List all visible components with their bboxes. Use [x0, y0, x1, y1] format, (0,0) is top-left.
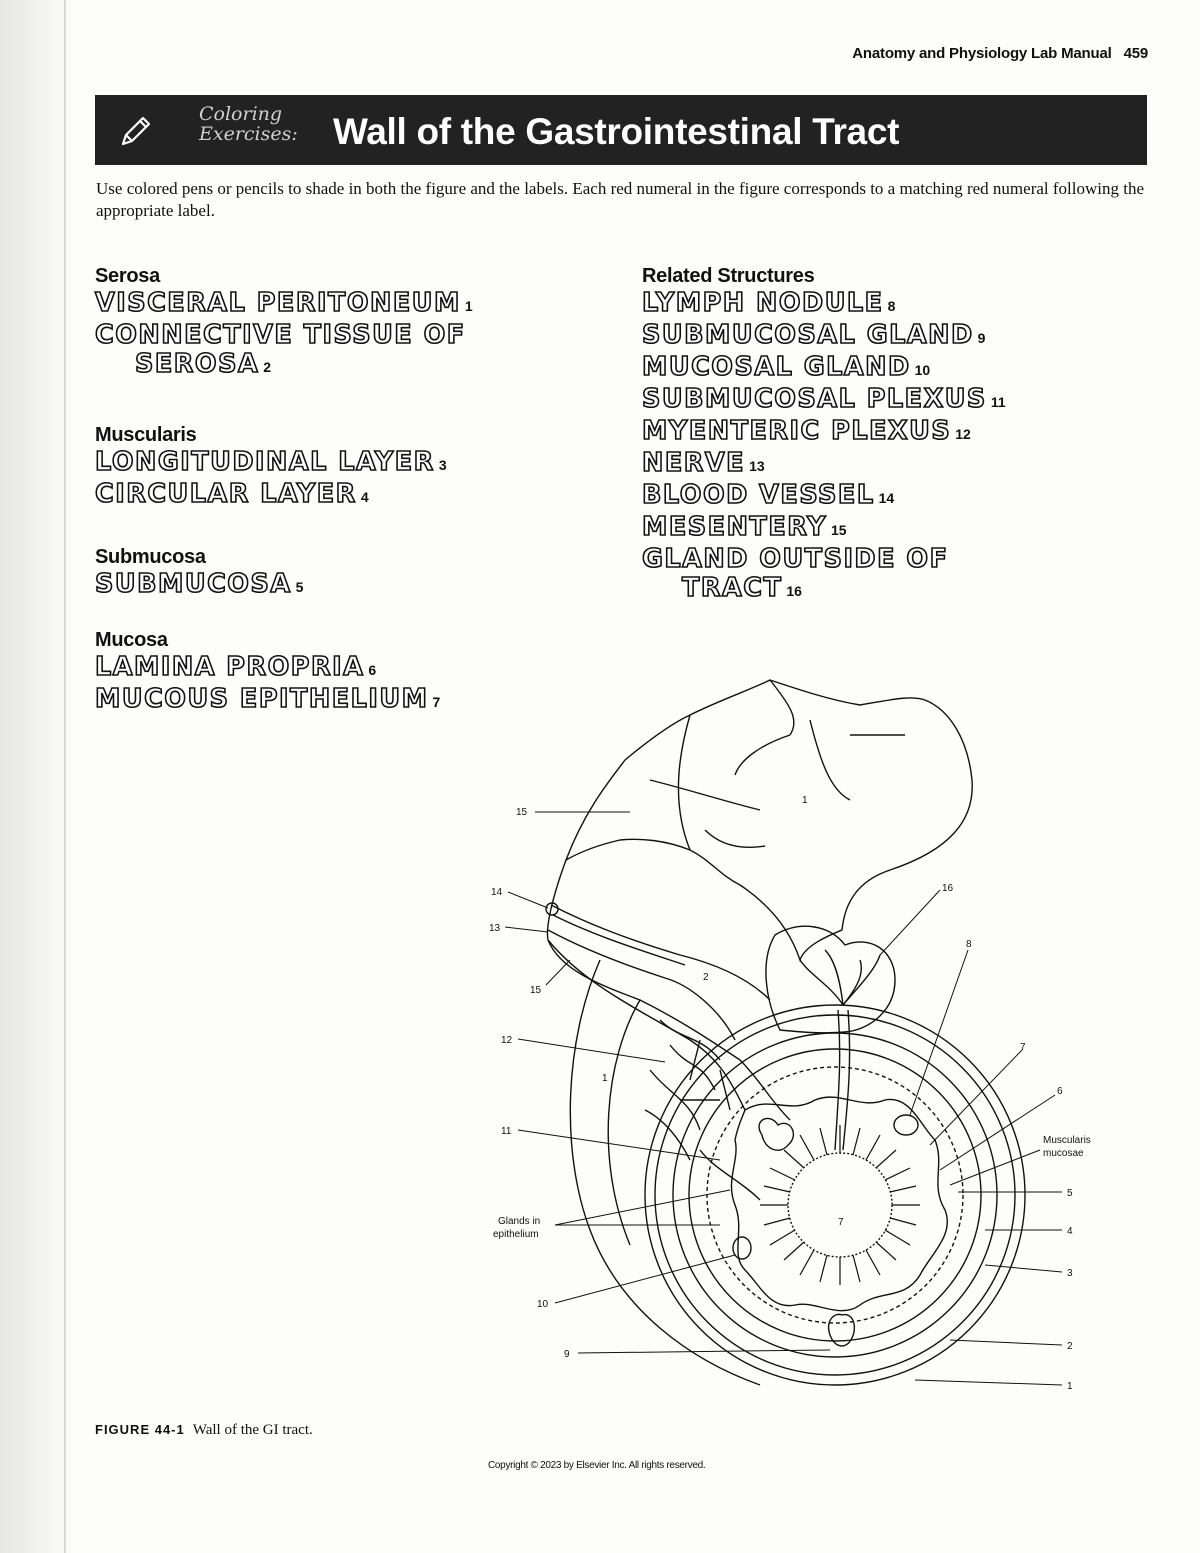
instructions: Use colored pens or pencils to shade in both the figure and the labels. Each red numeral in the figure corresponds to a matching red numeral following the appropriate label. [96, 179, 1145, 220]
page-shadow [0, 0, 72, 1553]
title-banner [95, 95, 1147, 165]
term-number: 12 [955, 426, 971, 442]
mesentery-vein [650, 680, 905, 847]
term-submucosal-plexus [642, 385, 1006, 417]
fig-label-glands-2: epithelium [493, 1229, 539, 1240]
heading-muscularis: Muscularis [95, 424, 197, 446]
group-submucosa [95, 546, 303, 602]
term-number: 16 [786, 583, 802, 599]
fig-label-1c: 1 [1067, 1381, 1073, 1392]
mesentery-outline [566, 680, 972, 960]
running-head-title: Anatomy and Physiology Lab Manual [852, 45, 1112, 62]
term-number: 4 [360, 489, 369, 505]
term-number: 11 [990, 394, 1006, 410]
page-title: Wall of the Gastrointestinal Tract [333, 111, 900, 152]
gi-tract-figure [480, 670, 1120, 1410]
term-label: VISCERAL PERITONEUM [95, 288, 461, 318]
cutaway-wall [547, 860, 790, 1120]
fig-label-11: 11 [501, 1126, 512, 1137]
term-gland-outside [642, 545, 1006, 574]
fig-label-4: 4 [1067, 1226, 1073, 1237]
heading-serosa: Serosa [95, 265, 160, 287]
fig-label-7a: 7 [1020, 1042, 1026, 1053]
figure-caption [95, 1422, 313, 1439]
term-myenteric-plexus [642, 417, 1006, 449]
leader-14 [508, 892, 548, 908]
mesentery-fold [678, 715, 690, 850]
term-label: BLOOD VESSEL [642, 480, 875, 510]
fig-label-8: 8 [966, 939, 972, 950]
leader-1c [915, 1380, 1062, 1385]
term-number: 14 [878, 490, 895, 506]
gland-duct [835, 1010, 850, 1150]
pencil-icon [115, 111, 155, 151]
term-circular-layer [95, 480, 447, 512]
term-lymph-nodule [642, 289, 1006, 321]
fig-label-15a: 15 [516, 807, 528, 818]
fig-label-6: 6 [1057, 1086, 1063, 1097]
term-number: 5 [295, 579, 304, 595]
fig-label-2a: 2 [703, 972, 709, 983]
fig-label-1b: 1 [602, 1073, 608, 1084]
leader-6 [940, 1095, 1055, 1170]
nerve-fibre [548, 930, 735, 1040]
term-label: MUCOUS EPITHELIUM [95, 684, 429, 714]
mucosal-gland-tuft [759, 1118, 793, 1150]
term-label: NERVE [642, 448, 746, 478]
term-label: MYENTERIC PLEXUS [642, 416, 952, 446]
term-submucosal-gland [642, 321, 1006, 353]
running-head [852, 45, 1148, 62]
fig-label-10: 10 [537, 1299, 549, 1310]
leader-glands-a [555, 1190, 730, 1225]
term-number: 3 [438, 457, 447, 473]
leader-15b [546, 960, 570, 985]
fig-label-2b: 2 [1067, 1341, 1073, 1352]
term-label: CIRCULAR LAYER [95, 479, 357, 509]
term-submucosa [95, 570, 303, 602]
fig-label-1a: 1 [802, 795, 808, 806]
group-serosa [95, 265, 473, 382]
term-label: LONGITUDINAL LAYER [95, 447, 435, 477]
term-serosa-cont [95, 350, 473, 382]
kicker-line-2: Exercises: [199, 123, 298, 145]
figure-drawing [546, 680, 1025, 1385]
group-muscularis [95, 424, 447, 512]
fig-label-12: 12 [501, 1035, 513, 1046]
term-label: TRACT [682, 573, 783, 603]
banner-kicker [199, 104, 298, 144]
gland-branches [800, 950, 880, 1005]
term-label: CONNECTIVE TISSUE OF [95, 320, 466, 350]
tract-ring-5 [707, 1067, 963, 1323]
term-number: 7 [432, 694, 441, 710]
group-mucosa [95, 629, 440, 717]
fig-label-14: 14 [491, 887, 503, 898]
leader-16 [880, 890, 940, 955]
fig-label-glands-1: Glands in [498, 1216, 541, 1227]
leader-3 [985, 1265, 1062, 1272]
myenteric-plexus [645, 1020, 760, 1200]
term-longitudinal-layer [95, 448, 447, 480]
term-number: 10 [914, 362, 931, 378]
term-number: 2 [263, 359, 271, 375]
term-mucous-epithelium [95, 685, 440, 717]
term-number: 15 [830, 522, 847, 538]
term-label: GLAND OUTSIDE OF [642, 544, 949, 574]
fig-label-muscularis-2: mucosae [1043, 1148, 1084, 1159]
term-visceral-peritoneum [95, 289, 473, 321]
term-label: LAMINA PROPRIA [95, 652, 365, 682]
heading-related-structures: Related Structures [642, 265, 815, 287]
fig-label-7b: 7 [838, 1217, 844, 1228]
inner-curve-left [608, 1000, 640, 1245]
term-label: SUBMUCOSA [95, 569, 292, 599]
term-lamina-propria [95, 653, 440, 685]
term-label: MESENTERY [642, 512, 827, 542]
page-number: 459 [1123, 45, 1148, 62]
fig-label-3: 3 [1067, 1268, 1073, 1279]
fig-label-16: 16 [942, 883, 954, 894]
leader-11 [518, 1130, 720, 1160]
term-label: SUBMUCOSAL GLAND [642, 320, 974, 350]
term-number: 13 [749, 458, 765, 474]
leader-13 [505, 927, 548, 932]
leader-12 [518, 1039, 665, 1062]
mucosal-gland-shape [733, 1237, 751, 1259]
leader-2b [950, 1340, 1062, 1345]
external-gland [766, 926, 895, 1033]
heading-submucosa: Submucosa [95, 546, 206, 568]
term-gland-outside-cont [642, 574, 1006, 606]
submucosa-wavy [731, 1097, 947, 1311]
tract-ring-3 [673, 1033, 997, 1357]
term-blood-vessel [642, 481, 1006, 513]
term-label: MUCOSAL GLAND [642, 352, 911, 382]
page-edge [64, 0, 66, 1553]
term-number: 6 [368, 662, 377, 678]
term-mucosal-gland [642, 353, 1006, 385]
term-number: 1 [464, 298, 473, 314]
term-nerve [642, 449, 1006, 481]
group-related-structures [642, 265, 1006, 606]
leader-lines [505, 812, 1062, 1385]
copyright: Copyright © 2023 by Elsevier Inc. All rights reserved. [488, 1460, 706, 1471]
tract-outer-ring [645, 1005, 1025, 1385]
lymph-nodule [894, 1115, 918, 1135]
term-number: 8 [887, 298, 896, 314]
fig-label-9: 9 [564, 1349, 570, 1360]
kicker-line-1: Coloring [199, 103, 283, 125]
term-label: LYMPH NODULE [642, 288, 884, 318]
blood-vessel [551, 905, 770, 1000]
term-connective-tissue [95, 321, 473, 350]
term-label: SEROSA [135, 349, 260, 379]
fig-label-13: 13 [489, 923, 501, 934]
figure-number: FIGURE 44-1 [95, 1422, 185, 1437]
lumen-core [788, 1153, 892, 1257]
term-label: SUBMUCOSAL PLEXUS [642, 384, 987, 414]
figure-caption-text: Wall of the GI tract. [192, 1422, 313, 1438]
fig-label-15b: 15 [530, 985, 542, 996]
heading-mucosa: Mucosa [95, 629, 168, 651]
tract-ring-2 [655, 1015, 1015, 1375]
term-mesentery [642, 513, 1006, 545]
term-number: 9 [977, 330, 986, 346]
fig-label-muscularis-1: Muscularis [1043, 1135, 1091, 1146]
fig-label-5: 5 [1067, 1188, 1073, 1199]
